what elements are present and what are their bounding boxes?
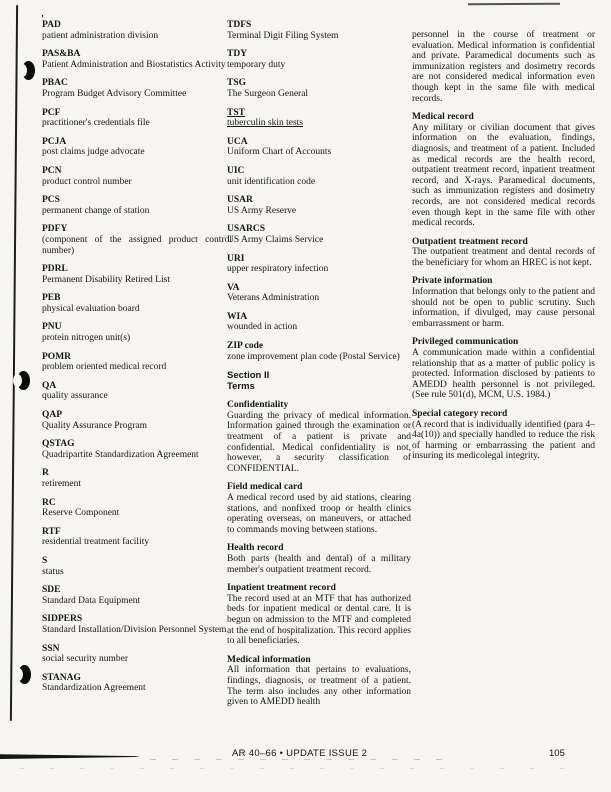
entry-def: temporary duty — [227, 59, 286, 70]
glossary-term-entry — [227, 583, 411, 647]
entry-term: STANAG — [42, 672, 81, 683]
scan-edge-line — [10, 5, 18, 721]
entry-def: Both parts (health and dental) of a military member's outpatient treatment record. — [227, 553, 411, 575]
glossary-entry — [42, 137, 232, 158]
glossary-entry — [42, 585, 232, 606]
entry-def: The outpatient treatment and dental records of the beneficiary for whom an HREC is not kept. — [412, 247, 595, 268]
entry-def: post claims judge advocate — [42, 147, 145, 158]
entry-def: practitioner's credentials file — [42, 118, 150, 129]
glossary-term-entry — [227, 543, 411, 575]
glossary-entry — [42, 468, 232, 489]
entry-term: TST — [227, 107, 245, 118]
entry-term: VA — [227, 282, 240, 293]
glossary-entry — [42, 556, 232, 577]
entry-def: Patient Administration and Biostatistics Activity — [42, 59, 226, 70]
entry-def: Program Budget Advisory Committee — [42, 88, 187, 99]
paragraph-continuation: personnel in the course of treatment or evaluation. Medical information is confidential and private. Paramedical documents such as immunization registers and dosimetry records are not considered medical information even though kept in the same file with medical records. — [412, 30, 595, 104]
glossary-term-entry — [227, 400, 411, 474]
glossary-entry — [42, 166, 232, 187]
entry-def: (component of the assigned product control number) — [42, 234, 232, 256]
footer-page-number: 105 — [549, 748, 565, 759]
entry-def: The record used at an MTF that has authorized beds for inpatient medical or dental care. It is begun on admission to the MTF and completed at the end of hospitalization. This record applies to all beneficiaries. — [227, 593, 411, 647]
entry-term: SDE — [42, 585, 61, 596]
section-heading — [227, 370, 411, 392]
entry-def: Guarding the privacy of medical information. Information gained through the examination or treatment of a patient is private and confidential. Medical confidentiality is not, however, a security classification of CONFIDENTIAL. — [227, 410, 411, 474]
entry-def: retirement — [42, 479, 82, 489]
entry-term: RC — [42, 497, 56, 508]
glossary-entry — [227, 49, 411, 70]
entry-def: problem oriented medical record — [42, 362, 167, 373]
entry-def: zone improvement plan code (Postal Service) — [227, 351, 400, 362]
ink-blob — [22, 61, 35, 80]
entry-term: Privileged communication — [412, 337, 519, 348]
entry-term: PEB — [42, 293, 61, 304]
entry-def: tuberculin skin tests — [227, 118, 303, 129]
entry-term: Health record — [227, 543, 284, 554]
entry-term: Medical information — [227, 654, 311, 665]
entry-def: Uniform Chart of Accounts — [227, 147, 332, 158]
glossary-term-entry — [227, 482, 411, 535]
entry-def: residential treatment facility — [42, 537, 150, 548]
entry-term: PCN — [42, 165, 62, 176]
entry-term: PCJA — [42, 136, 67, 147]
glossary-entry-underlined — [227, 108, 411, 129]
entry-def: Standardization Agreement — [42, 683, 146, 694]
column-terms-right — [412, 30, 595, 470]
glossary-entry — [227, 254, 411, 275]
entry-term: PBAC — [42, 78, 68, 89]
entry-term: UCA — [227, 136, 248, 147]
entry-def: Terminal Digit Filing System — [227, 30, 339, 41]
glossary-entry — [42, 293, 232, 314]
entry-term: PDRL — [42, 264, 68, 275]
glossary-term-entry — [412, 276, 595, 329]
scan-dashes — [20, 768, 580, 769]
entry-def: US Army Claims Service — [227, 234, 324, 245]
glossary-entry — [227, 166, 411, 187]
entry-term: TDFS — [227, 20, 252, 30]
entry-term: RTF — [42, 526, 61, 537]
section-heading-line2: Terms — [227, 381, 255, 393]
entry-term: Private information — [412, 276, 493, 287]
glossary-entry — [42, 195, 232, 216]
entry-term: Field medical card — [227, 482, 303, 493]
entry-def: Reserve Component — [42, 508, 120, 519]
entry-term: WIA — [227, 311, 248, 322]
entry-def: social security number — [42, 654, 129, 665]
glossary-entry — [42, 352, 232, 373]
entry-term: SIDPERS — [42, 614, 83, 625]
glossary-entry — [227, 20, 411, 41]
glossary-entry — [42, 410, 232, 431]
glossary-entry — [42, 108, 232, 129]
glossary-entry — [227, 312, 411, 333]
entry-def: Any military or civilian document that gives information on the evaluation, findings, diagnosis, and treatment of a patient. Included as medical records are the health record, outpatient treatment record, inpatient treatment record, and X-rays. Paramedical documents, such as immunization registers and dosimetry records, are not considered medical records even though kept in the same file with other medical records. — [412, 122, 595, 229]
glossary-entry — [42, 322, 232, 343]
entry-term: POMR — [42, 351, 72, 362]
entry-def: upper respiratory infection — [227, 264, 329, 275]
glossary-entry — [227, 137, 411, 158]
entry-term: URI — [227, 253, 245, 264]
scan-speck: ' — [41, 13, 45, 25]
entry-def: (A record that is individually identified (para 4–4a(10)) and specially handled to reduce the risk of harming or embarrassing the patient and insuring its medicolegal integrity. — [412, 419, 595, 462]
glossary-entry — [42, 644, 232, 665]
scan-bottom-line — [0, 754, 140, 759]
entry-def: wounded in action — [227, 322, 298, 333]
entry-term: TDY — [227, 49, 248, 60]
glossary-entry — [227, 341, 411, 362]
entry-term: PCF — [42, 107, 61, 118]
footer-doc-reference: AR 40–66 • UPDATE ISSUE 2 — [232, 748, 368, 759]
entry-term: UIC — [227, 165, 245, 176]
column-abbreviations-terms — [227, 20, 411, 716]
glossary-entry — [42, 614, 232, 635]
entry-def: Standard Installation/Division Personnel System — [42, 624, 227, 635]
glossary-entry — [42, 527, 232, 548]
entry-def: product control number — [42, 176, 132, 187]
entry-def: A medical record used by aid stations, clearing stations, and nonfixed troop or health clinics operating overseas, on maneuvers, or attached to commands moving between stations. — [227, 493, 411, 535]
glossary-term-entry — [412, 409, 595, 462]
glossary-entry — [42, 49, 232, 70]
glossary-entry — [227, 283, 411, 304]
entry-term: PDFY — [42, 224, 68, 235]
glossary-entry — [42, 264, 232, 285]
entry-term: QA — [42, 380, 57, 391]
entry-def: Veterans Administration — [227, 293, 320, 304]
entry-term: PNU — [42, 322, 62, 333]
glossary-term-entry — [412, 337, 595, 401]
scan-dashes — [150, 759, 450, 760]
entry-term: Special category record — [412, 409, 508, 419]
glossary-term-entry — [227, 655, 411, 708]
entry-term: Medical record — [412, 112, 474, 123]
glossary-entry — [227, 195, 411, 216]
entry-def: Quality Assurance Program — [42, 420, 148, 431]
entry-def: permanent change of station — [42, 205, 150, 216]
entry-def: unit identification code — [227, 176, 316, 187]
entry-def: The Surgeon General — [227, 88, 309, 99]
entry-def: Standard Data Equipment — [42, 595, 141, 606]
glossary-entry — [42, 498, 232, 519]
entry-term: QSTAG — [42, 439, 75, 450]
entry-term: R — [42, 468, 49, 479]
entry-def: Permanent Disability Retired List — [42, 274, 170, 285]
entry-term: QAP — [42, 410, 63, 421]
entry-term: Confidentiality — [227, 400, 289, 411]
glossary-term-entry — [412, 237, 595, 269]
glossary-term-entry — [412, 112, 595, 229]
entry-term: USARCS — [227, 224, 266, 235]
entry-def: US Army Reserve — [227, 205, 297, 216]
entry-def: Information that belongs only to the patient and should not be open to public scrutiny. Such information, if divulged, may cause personal embarrassment or harm. — [412, 287, 595, 329]
entry-def: protein nitrogen unit(s) — [42, 333, 131, 344]
entry-def: All information that pertains to evaluations, findings, diagnosis, or treatment of a patient. The term also includes any other information given to AMEDD health — [227, 665, 411, 708]
entry-def: A communication made within a confidential relationship that as a matter of public policy is protected. Information disclosed by patients to AMEDD health personnel is not privileged.(See rule 501(d), MCM, U.S. 1984.) — [412, 348, 595, 401]
entry-def: patient administration division — [42, 30, 159, 41]
glossary-entry — [42, 20, 232, 41]
entry-def: quality assurance — [42, 391, 108, 402]
column-abbreviations-left — [42, 20, 232, 702]
entry-term: SSN — [42, 643, 60, 654]
entry-term: ZIP code — [227, 341, 264, 352]
entry-term: Outpatient treatment record — [412, 236, 528, 247]
ink-blob — [18, 665, 31, 684]
ink-blob — [17, 371, 30, 390]
glossary-entry — [42, 439, 232, 460]
entry-def: Quadripartite Standardization Agreement — [42, 449, 199, 460]
entry-def: status — [42, 566, 64, 577]
scan-top-line — [468, 3, 560, 5]
entry-term: Inpatient treatment record — [227, 583, 336, 594]
section-heading-line1: Section II — [227, 370, 270, 382]
glossary-entry — [42, 224, 232, 256]
glossary-entry — [42, 78, 232, 99]
glossary-entry — [42, 381, 232, 402]
entry-term: PCS — [42, 195, 60, 206]
entry-term: PAS&BA — [42, 49, 81, 60]
entry-term: PAD — [42, 20, 61, 30]
glossary-entry — [42, 673, 232, 694]
glossary-entry — [227, 78, 411, 99]
entry-def: physical evaluation board — [42, 303, 140, 314]
glossary-entry — [227, 224, 411, 245]
entry-term: TSG — [227, 78, 247, 89]
entry-term: S — [42, 555, 48, 566]
entry-term: USAR — [227, 195, 253, 206]
